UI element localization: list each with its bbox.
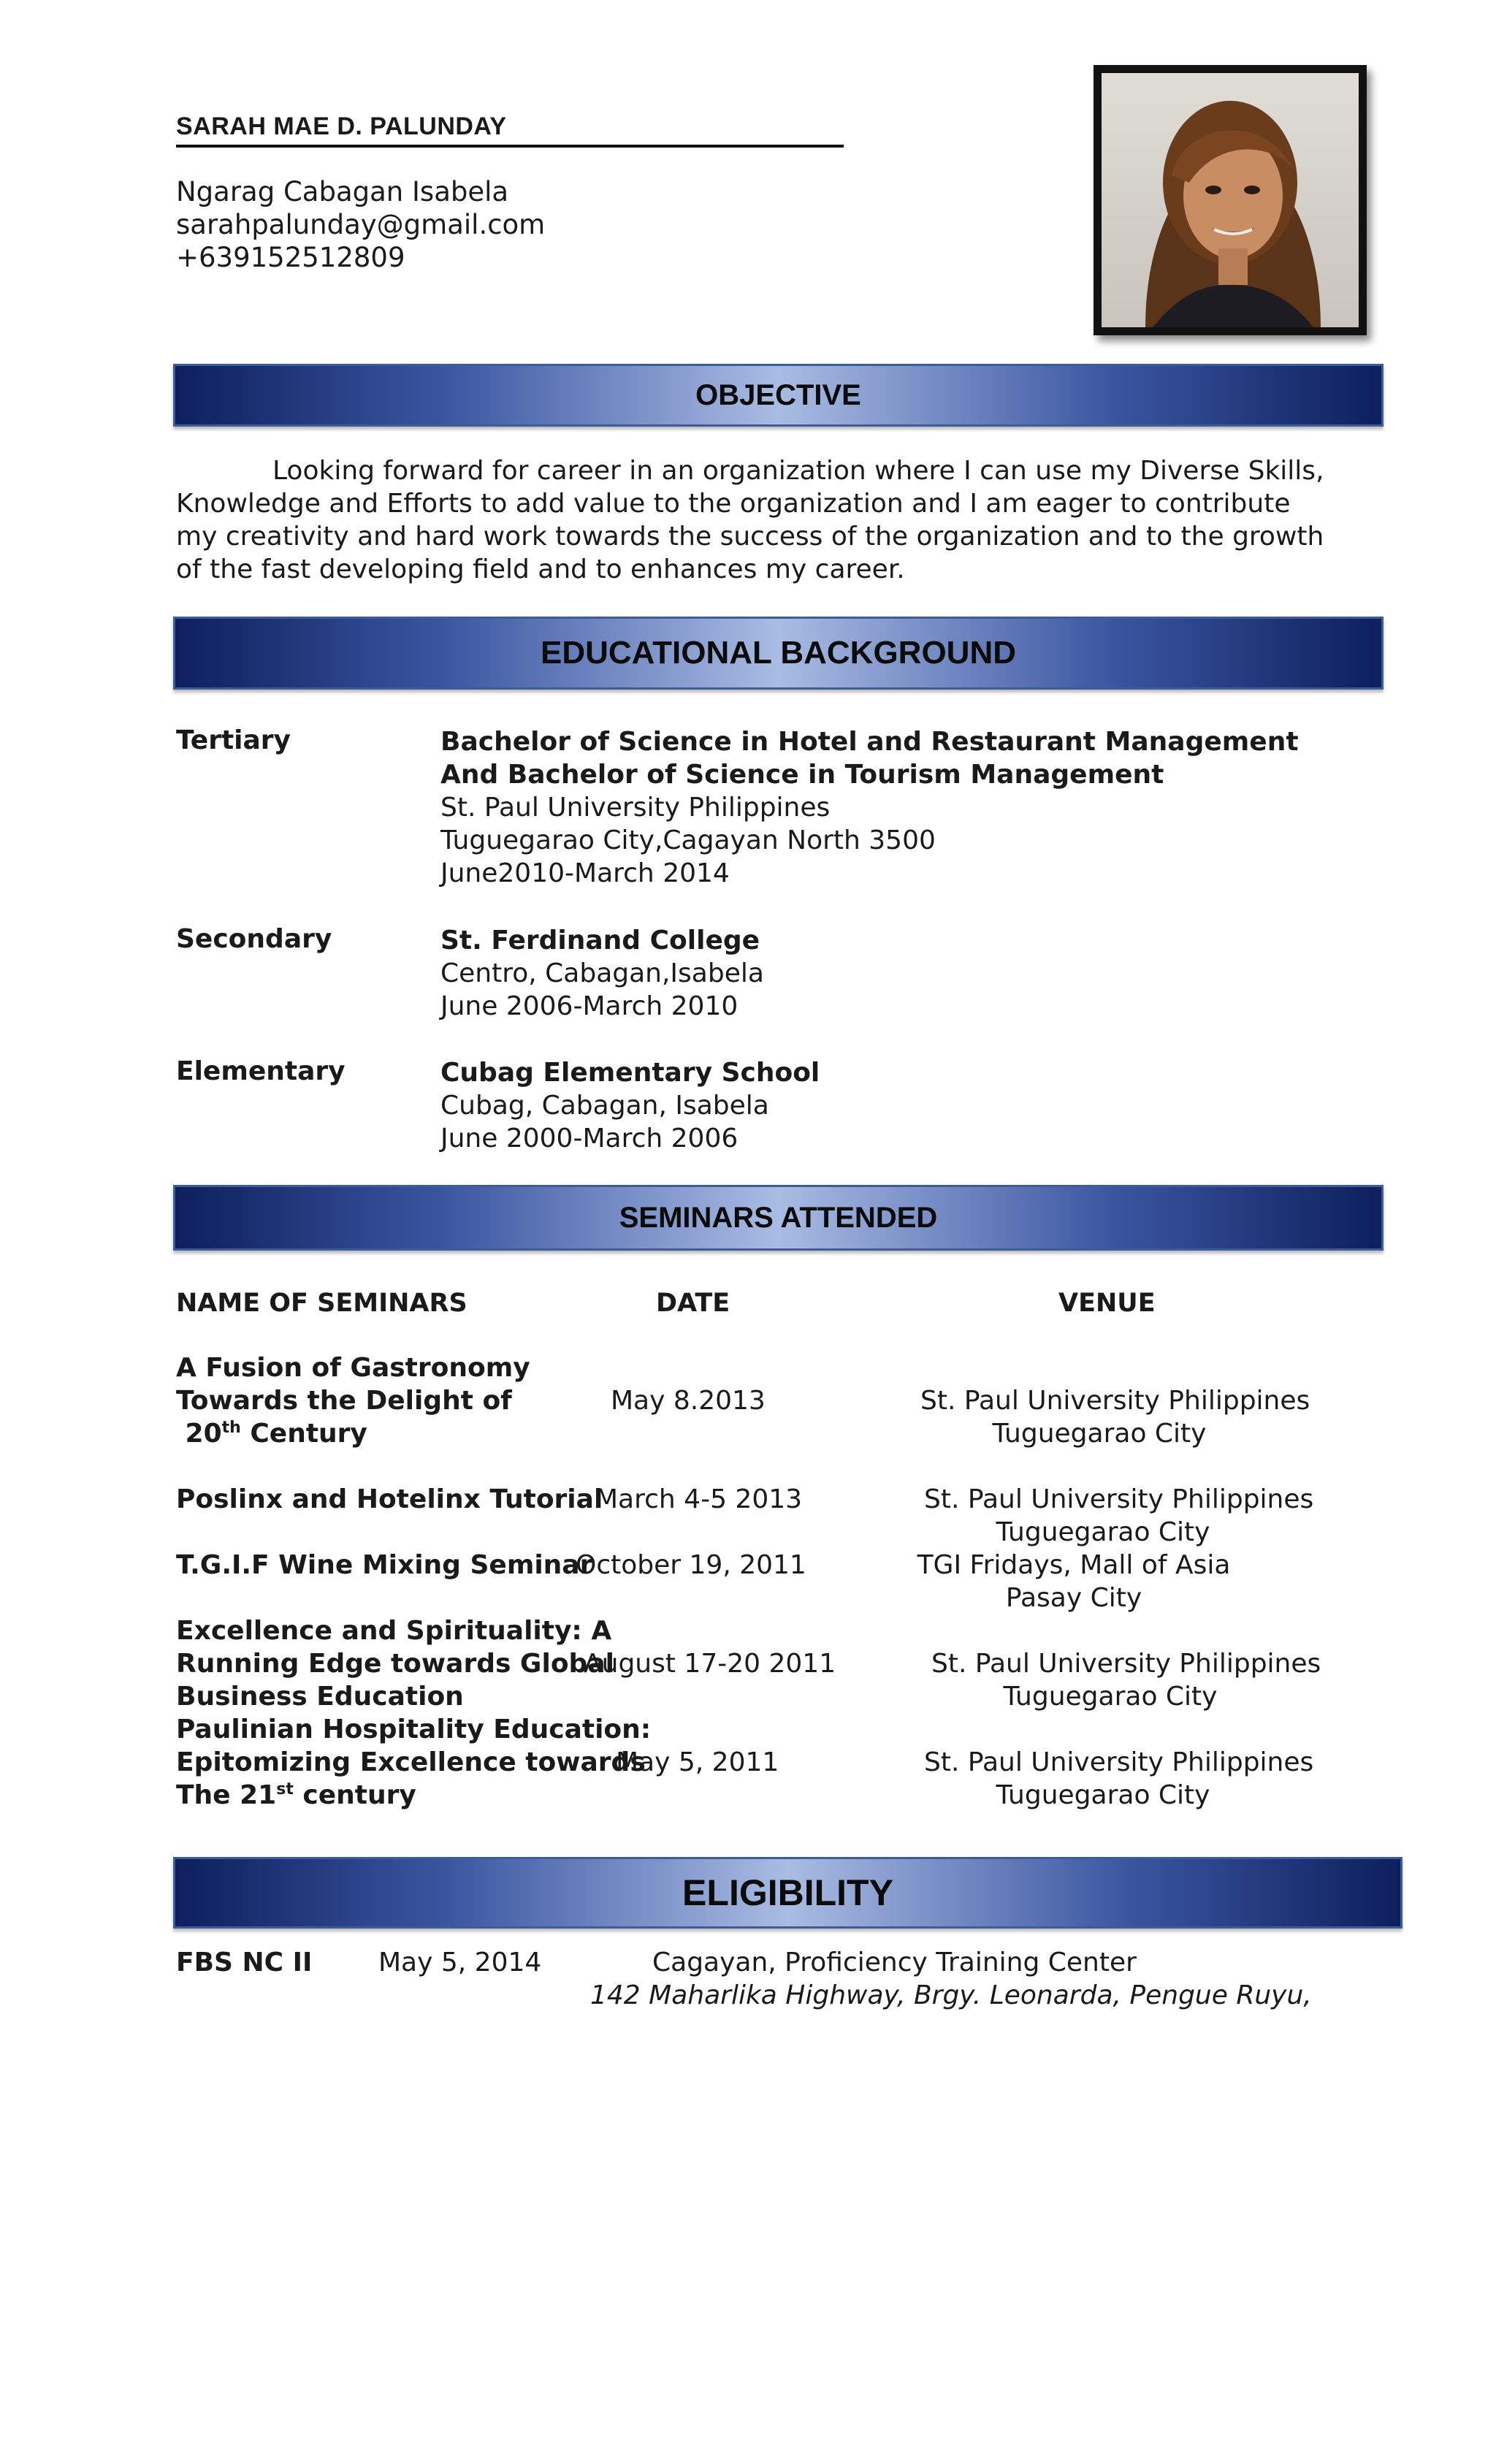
objective-text [176,454,1389,586]
applicant-name: SARAH MAE D. PALUNDAY [176,112,507,140]
school-name: Cubag Elementary School [440,1058,820,1088]
school-address: Tuguegarao City,Cagayan North 3500 [440,825,936,855]
name-underline [176,145,844,148]
seminar-name-line: T.G.I.F Wine Mixing Seminar [176,1550,593,1580]
education-heading: EDUCATIONAL BACKGROUND [540,635,1017,671]
objective-line: Knowledge and Efforts to add value to the organization and I am eager to contribute [176,489,1291,519]
education-level-tertiary: Tertiary [176,725,291,755]
seminar-name-header: NAME OF SEMINARS [176,1289,468,1318]
address: Ngarag Cabagan Isabela [176,176,509,207]
degree-title: And Bachelor of Science in Tourism Management [440,760,1164,790]
school-name: St. Ferdinand College [440,926,760,956]
phone: +639152512809 [176,242,405,273]
seminar-name-line: Excellence and Spirituality: A [176,1616,612,1646]
school-dates: June2010-March 2014 [440,858,730,888]
portrait-image [1102,73,1359,327]
objective-heading: OBJECTIVE [695,378,861,411]
seminars-banner [173,1185,1384,1251]
objective-line: my creativity and hard work towards the success of the organization and to the growth [176,522,1324,552]
seminars-heading: SEMINARS ATTENDED [619,1201,938,1234]
seminar-date: May 5, 2011 [616,1747,779,1777]
education-level-secondary: Secondary [176,924,332,954]
school-address: Centro, Cabagan,Isabela [440,958,764,988]
seminar-venue: St. Paul University Philippines Tuguegarao City [920,1386,1310,1449]
seminar-row [176,1351,530,1450]
seminar-venue: St. Paul University Philippines Tuguegarao City [931,1649,1321,1712]
eligibility-heading: ELIGIBILITY [682,1872,893,1913]
education-entry-elementary [440,1056,820,1155]
seminar-name-line: Towards the Delight of [176,1386,512,1416]
seminar-date-header: DATE [656,1289,730,1318]
objective-line: Looking forward for career in an organization where I can use my Diverse Skills, [272,456,1324,486]
seminar-date: May 8.2013 [611,1386,766,1416]
seminar-name-line: Business Education [176,1682,464,1712]
eligibility-banner [173,1857,1402,1929]
seminar-name-line: The 21st century [176,1780,416,1810]
seminar-name-line: Paulinian Hospitality Education: [176,1714,652,1744]
school-address: Cubag, Cabagan, Isabela [440,1091,769,1121]
school-dates: June 2000-March 2006 [440,1124,739,1153]
school-dates: June 2006-March 2010 [440,991,739,1021]
objective-line: of the fast developing field and to enhances my career. [176,554,905,584]
eligibility-address: 142 Maharlika Highway, Brgy. Leonarda, Pengue Ruyu, [590,1980,1312,2010]
seminar-row [176,1713,651,1812]
seminar-name-line: Poslinx and Hotelinx Tutorial [176,1484,603,1514]
eligibility-title: FBS NC II [176,1948,313,1977]
seminar-name-line: Epitomizing Excellence towards [176,1747,646,1777]
seminar-name-line: 20th Century [176,1419,367,1449]
degree-title: Bachelor of Science in Hotel and Restaurant Management [440,727,1299,757]
seminar-venue-header: VENUE [1058,1289,1156,1318]
education-entry-tertiary [440,725,1299,890]
education-banner [173,617,1384,690]
seminar-venue: TGI Fridays, Mall of Asia Pasay City [917,1550,1231,1613]
seminar-name-line: Running Edge towards Global [176,1649,614,1679]
seminar-venue: St. Paul University Philippines Tuguegarao City [924,1484,1314,1547]
email: sarahpalunday@gmail.com [176,209,546,240]
seminar-row [176,1614,614,1713]
seminar-venue: St. Paul University Philippines Tuguegarao City [924,1747,1314,1810]
profile-photo [1094,65,1367,335]
school-name: St. Paul University Philippines [440,793,831,823]
seminar-date: August 17-20 2011 [584,1649,836,1679]
seminar-name-line: A Fusion of Gastronomy [176,1353,530,1383]
seminar-date: October 19, 2011 [576,1550,806,1580]
seminar-date: March 4-5 2013 [595,1484,803,1514]
eligibility-place: Cagayan, Proficiency Training Center [652,1948,1137,1977]
objective-banner [173,364,1384,427]
eligibility-date: May 5, 2014 [378,1948,542,1977]
education-level-elementary: Elementary [176,1056,346,1086]
education-entry-secondary [440,924,764,1023]
